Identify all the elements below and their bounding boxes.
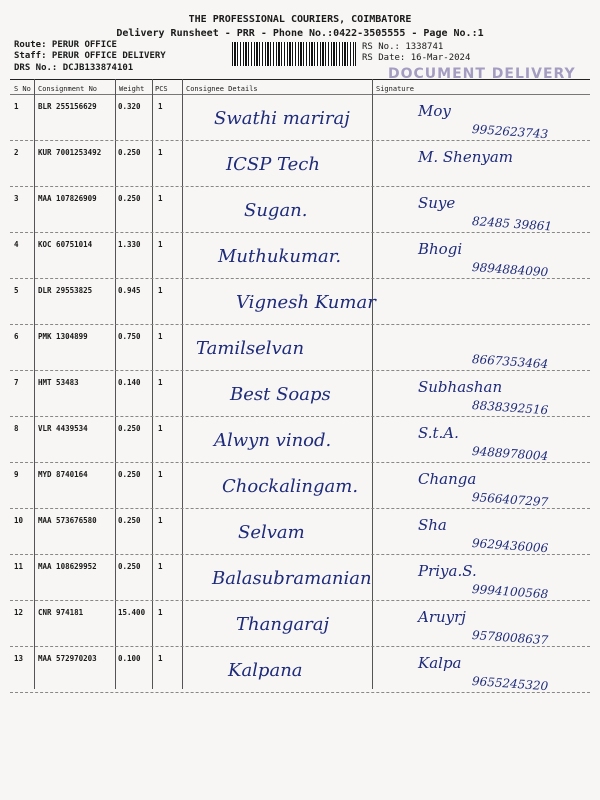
row-weight: 0.140: [118, 378, 141, 387]
column-divider: [115, 79, 116, 689]
row-consignee-name: Muthukumar.: [218, 246, 342, 267]
route-label: Route: PERUR OFFICE: [14, 40, 117, 50]
row-signature: Priya.S.: [418, 562, 477, 580]
row-pcs: 1: [158, 608, 163, 617]
column-divider: [372, 79, 373, 689]
row-signature: Bhogi: [418, 240, 463, 258]
row-consignment-no: KOC 60751014: [38, 240, 93, 249]
row-signature: Moy: [418, 102, 451, 120]
row-sno: 3: [14, 194, 19, 203]
row-consignee-name: Kalpana: [228, 660, 303, 681]
row-phone: 9952623743: [471, 122, 549, 142]
column-divider: [34, 79, 35, 689]
col-sno: S No: [14, 85, 31, 93]
document-delivery-stamp: DOCUMENT DELIVERY: [388, 66, 576, 82]
col-consignment: Consignment No: [38, 85, 98, 93]
row-consignee-name: Swathi mariraj: [214, 108, 350, 129]
row-phone: 9578008637: [471, 628, 549, 648]
row-sno: 2: [14, 148, 19, 157]
row-pcs: 1: [158, 654, 163, 663]
row-pcs: 1: [158, 102, 163, 111]
row-sno: 9: [14, 470, 19, 479]
row-weight: 0.250: [118, 194, 141, 203]
row-divider: [10, 554, 590, 555]
row-weight: 0.250: [118, 424, 141, 433]
row-pcs: 1: [158, 378, 163, 387]
row-weight: 0.250: [118, 148, 141, 157]
column-divider: [182, 79, 183, 689]
row-divider: [10, 416, 590, 417]
row-consignee-name: Selvam: [238, 522, 305, 543]
row-consignment-no: MAA 572970203: [38, 654, 97, 663]
row-divider: [10, 370, 590, 371]
row-consignment-no: DLR 29553825: [38, 286, 93, 295]
row-phone: 8667353464: [471, 352, 549, 372]
row-pcs: 1: [158, 286, 163, 295]
row-consignee-name: Tamilselvan: [196, 338, 305, 359]
row-sno: 12: [14, 608, 24, 617]
row-consignment-no: BLR 255156629: [38, 102, 97, 111]
row-weight: 0.945: [118, 286, 141, 295]
row-weight: 0.320: [118, 102, 141, 111]
row-phone: 9488978004: [471, 444, 549, 464]
row-signature: M. Shenyam: [418, 148, 514, 166]
row-consignment-no: MYD 8740164: [38, 470, 88, 479]
col-weight: Weight: [119, 85, 145, 93]
company-name: THE PROFESSIONAL COURIERS, COIMBATORE: [188, 14, 412, 25]
row-divider: [10, 692, 590, 693]
rs-date: RS Date: 16-Mar-2024: [362, 53, 471, 63]
row-consignment-no: MAA 107826909: [38, 194, 97, 203]
staff-label: Staff: PERUR OFFICE DELIVERY: [14, 51, 166, 61]
row-weight: 0.750: [118, 332, 141, 341]
col-consignee: Consignee Details: [186, 85, 258, 93]
row-consignee-name: Alwyn vinod.: [214, 430, 332, 451]
row-consignment-no: MAA 108629952: [38, 562, 97, 571]
row-divider: [10, 462, 590, 463]
row-weight: 0.250: [118, 516, 141, 525]
row-sno: 6: [14, 332, 19, 341]
barcode-image: [232, 42, 356, 66]
row-consignment-no: PMK 1304899: [38, 332, 88, 341]
column-divider: [152, 79, 153, 689]
row-phone: 8838392516: [471, 398, 549, 418]
row-consignee-name: Chockalingam.: [222, 476, 359, 497]
row-pcs: 1: [158, 194, 163, 203]
row-sno: 4: [14, 240, 19, 249]
col-signature: Signature: [376, 85, 414, 93]
row-phone: 9994100568: [471, 582, 549, 602]
row-sno: 5: [14, 286, 19, 295]
row-consignee-name: Vignesh Kumar: [236, 292, 376, 313]
row-consignee-name: Balasubramanian: [212, 568, 372, 589]
row-weight: 0.250: [118, 562, 141, 571]
row-pcs: 1: [158, 562, 163, 571]
column-header-divider: [10, 94, 590, 95]
row-consignment-no: CNR 974181: [38, 608, 84, 617]
row-sno: 10: [14, 516, 24, 525]
row-signature: Kalpa: [418, 654, 462, 672]
row-pcs: 1: [158, 470, 163, 479]
rs-number: RS No.: 1338741: [362, 42, 444, 52]
row-consignment-no: KUR 7001253492: [38, 148, 102, 157]
row-consignee-name: Best Soaps: [230, 384, 331, 405]
row-pcs: 1: [158, 148, 163, 157]
row-weight: 1.330: [118, 240, 141, 249]
row-sno: 1: [14, 102, 19, 111]
row-signature: Changa: [418, 470, 477, 488]
row-phone: 9629436006: [471, 536, 549, 556]
row-signature: Aruyrj: [418, 608, 466, 626]
row-phone: 9566407297: [471, 490, 549, 510]
row-signature: S.t.A.: [418, 424, 459, 442]
row-divider: [10, 324, 590, 325]
row-phone: 9894884090: [471, 260, 549, 280]
row-phone: 82485 39861: [471, 214, 553, 234]
drs-number: DRS No.: DCJB133874101: [14, 63, 134, 73]
row-signature: Suye: [418, 194, 456, 212]
row-consignment-no: HMT 53483: [38, 378, 79, 387]
row-weight: 15.400: [118, 608, 146, 617]
row-pcs: 1: [158, 240, 163, 249]
row-sno: 7: [14, 378, 19, 387]
row-pcs: 1: [158, 332, 163, 341]
header-divider: [10, 79, 590, 80]
col-pcs: PCS: [155, 85, 168, 93]
row-sno: 11: [14, 562, 24, 571]
row-divider: [10, 278, 590, 279]
row-divider: [10, 186, 590, 187]
row-signature: Subhashan: [418, 378, 503, 396]
row-consignment-no: VLR 4439534: [38, 424, 88, 433]
row-divider: [10, 140, 590, 141]
row-divider: [10, 232, 590, 233]
row-weight: 0.100: [118, 654, 141, 663]
row-consignment-no: MAA 573676580: [38, 516, 97, 525]
row-sno: 8: [14, 424, 19, 433]
row-sno: 13: [14, 654, 24, 663]
row-phone: 9655245320: [471, 674, 549, 694]
row-pcs: 1: [158, 424, 163, 433]
row-consignee-name: Sugan.: [244, 200, 308, 221]
row-divider: [10, 508, 590, 509]
row-pcs: 1: [158, 516, 163, 525]
runsheet-title: Delivery Runsheet - PRR - Phone No.:0422-3505555 - Page No.:1: [116, 28, 484, 39]
row-divider: [10, 600, 590, 601]
row-consignee-name: Thangaraj: [236, 614, 330, 635]
row-weight: 0.250: [118, 470, 141, 479]
row-signature: Sha: [418, 516, 447, 534]
row-consignee-name: ICSP Tech: [226, 154, 320, 175]
row-divider: [10, 646, 590, 647]
